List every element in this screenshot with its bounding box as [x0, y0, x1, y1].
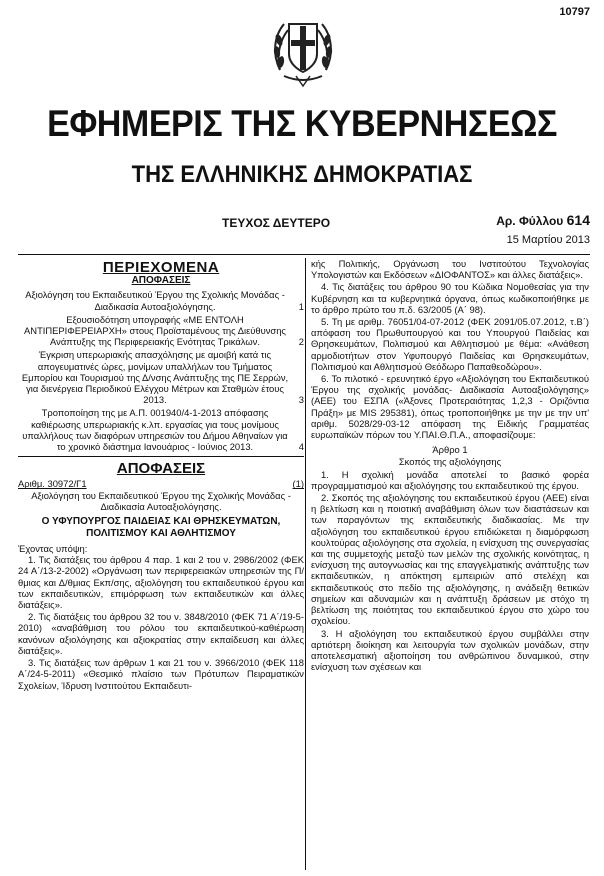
greek-coat-of-arms-icon: [270, 10, 336, 92]
toc-item-page: 3: [298, 394, 304, 406]
minister-heading: Ο ΥΦΥΠΟΥΡΓΟΣ ΠΑΙΔΕΙΑΣ ΚΑΙ ΘΡΗΣΚΕΥΜΑΤΩΝ, ΠΟΛΙΤΙΣΜΟΥ ΚΑΙ ΑΘΛΗΤΙΣΜΟΥ: [41, 516, 281, 540]
page-number: 10797: [559, 6, 590, 18]
issue-date: 15 Μαρτίου 2013: [506, 234, 590, 246]
decision-number: Αριθμ. 30972/Γ1: [18, 478, 87, 490]
paragraph: 1. Τις διατάξεις του άρθρου 4 παρ. 1 και 2 του ν. 2986/2002 (ΦΕΚ 24 Α΄/13-2-2002) «Οργάνωση των περιφερειακών υπηρεσιών της Π/θμιας και Δ/θμιας Εκπ/σης, αξιολόγηση του εκπαιδευτικού έργου και των εκπαιδευτικών, επιμόρφωση των εκπαιδευτικών και άλλες διατάξεις».: [18, 554, 304, 611]
column-divider: [305, 258, 306, 870]
left-column: [18, 259, 304, 692]
article-title: Άρθρο 1: [432, 444, 468, 456]
toc-item-page: 2: [298, 336, 304, 348]
sheet-label: Αρ. Φύλλου: [496, 214, 564, 228]
toc-item[interactable]: [18, 314, 304, 348]
having-regard: Έχοντας υπόψη:: [18, 543, 88, 555]
toc-item-page: 4: [298, 441, 304, 453]
paragraph: 3. Η αξιολόγηση του εκπαιδευτικού έργου συμβάλλει στην αρτιότερη διοίκηση και λειτουργία των σχολικών μονάδων, στην αποτελεσματική αξιοποίηση του ανθρώπινου δυναμικού, στην ενίσχυση των σχέσεων και: [311, 627, 589, 673]
paragraph: 2. Σκοπός της αξιολόγησης του εκπαιδευτικού έργου (ΑΕΕ) είναι η βελτίωση και η ποιοτική αναβάθμιση όλων των διαστάσεων και των παραγόντων της εκπαιδευτικής διαδικασίας. Με την αξιολόγηση του εκπαιδευτικού έργου επιδιώκεται η διαμόρφωση κουλτούρας αξιολόγησης στα σχολεία, η ενίσχυση της συνεργασίας και της συμμετοχής μεταξύ των μελών της σχολικής κοινότητας, η ενίσχυση της αυτογνωσίας και της επαγγελματικής ανάπτυξης των εκπαιδευτικών, η απόκτηση εμπειριών από στελέχη και εκπαιδευτικούς στο πεδίο της αξιολόγησης, η ανάδειξη θετικών σημείων και αδυναμιών και η ανάπτυξη δράσεων με στόχο τη βελτίωση της ποιότητας του εκπαιδευτικού έργου στο χώρο του σχολείου.: [311, 492, 589, 627]
toc-item[interactable]: [18, 407, 304, 452]
paragraph: 5. Τη με αριθμ. 76051/04-07-2012 (ΦΕΚ 2091/05.07.2012, τ.Β΄) απόφαση του Πρωθυπουργού και του Υπουργού Παιδείας και Θρησκευμάτων, Πολιτισμού και Αθλητισμού με θέμα: «Ανάθεση αρμοδιοτήτων στον Υφυπουργό Παιδείας και Θρησκευμάτων, Πολιτισμού και Αθλητισμού Θεόδωρο Παπαθεοδώρου».: [311, 316, 589, 372]
sheet-value: 614: [566, 212, 590, 228]
paragraph: 3. Τις διατάξεις των άρθρων 1 και 21 του ν. 3966/2010 (ΦΕΚ 118 Α΄/24-5-2011) «Θεσμικό πλαίσιο των Πρότυπων Πειραματικών Σχολείων, Ίδρυση Ινστιτούτου Εκπαιδευτι-: [18, 657, 304, 691]
paragraph: 4. Τις διατάξεις του άρθρου 90 του Κώδικα Νομοθεσίας για την Κυβέρνηση και τα κυβερνητικά όργανα, όπως κωδικοποιήθηκε με το άρθρο πρώτο του π.δ. 63/2005 (Α΄ 98).: [311, 281, 589, 315]
toc-item-text: Αξιολόγηση του Εκπαιδευτικού Έργου της Σχολικής Μονάδας - Διαδικασία Αυτοαξιολόγησης.: [25, 289, 285, 312]
sheet-number: [496, 212, 590, 228]
decisions-heading: ΑΠΟΦΑΣΕΙΣ: [116, 460, 206, 478]
toc-item[interactable]: [18, 349, 304, 405]
decision-mark: (1): [292, 478, 304, 490]
section-rule: [18, 456, 304, 457]
toc-item-text: Τροποποίηση της με Α.Π. 001940/4-1-2013 απόφασης καθιέρωσης υπερωριακής κ.λπ. εργασίας για τους μονίμους υπαλλήλους των διαφόρων υπηρεσιών του Δήμου Αθηναίων για το χρονικό διάστημα Ιανουάριος - Ιούνιος 2013.: [22, 407, 288, 453]
header-rule: [18, 254, 590, 255]
toc-item-page: 1: [298, 300, 304, 312]
paragraph: 6. Το πιλοτικό - ερευνητικό έργο «Αξιολόγηση του Εκπαιδευτικού Έργου της σχολικής μονάδας- Διαδικασία Αυτοαξιολόγησης» (ΑΕΕ) του ΕΣΠΑ («Άξονες Προτεραιότητας 1,2,3 - Οριζόντια Πράξη» με MIS 295381), όπως τροποποιήθηκε με την με την υπ' αριθμ. 5028/29-03-12 απόφαση της Ειδικής Γραμματέας ευρωπαϊκών πόρων του Υ.ΠΑΙ.Θ.Π.Α., αποφασίζουμε:: [311, 373, 589, 441]
paragraph: 1. Η σχολική μονάδα αποτελεί το βασικό φορέα προγραμματισμού και αξιολόγησης του εκπαιδευτικού της έργου.: [311, 468, 589, 491]
issue-label: ΤΕΥΧΟΣ ΔΕΥΤΕΡΟ: [222, 216, 331, 230]
decision-number-row: [18, 478, 304, 489]
article-subtitle: Σκοπός της αξιολόγησης: [398, 456, 502, 468]
right-column: [311, 258, 589, 673]
toc-item-text: Εξουσιοδότηση υπογραφής «ΜΕ ΕΝΤΟΛΗ ΑΝΤΙΠΕΡΙΦΕΡΕΙΑΡΧΗ» στους Προϊσταμένους της Διεύθυνσης Ανάπτυξης της Περιφερειακής Ενότητας Τρικάλων.: [24, 313, 286, 348]
toc-heading: ΠΕΡΙΕΧΟΜΕΝΑ: [102, 259, 220, 276]
toc-item[interactable]: [18, 289, 304, 311]
toc-subheading: ΑΠΟΦΑΣΕΙΣ: [131, 275, 191, 287]
decision-title: Αξιολόγηση του Εκπαιδευτικού Έργου της Σχολικής Μονάδας - Διαδικασία Αυτοαξιολόγησης.: [31, 489, 291, 512]
masthead-subtitle: ΤΗΣ ΕΛΛΗΝΙΚΗΣ ΔΗΜΟΚΡΑΤΙΑΣ: [131, 161, 473, 188]
paragraph: κής Πολιτικής, Οργάνωση του Ινστιτούτου Τεχνολογίας Υπολογιστών και Εκδόσεων «ΔΙΟΦΑΝΤΟΣ» και άλλες διατάξεις».: [311, 258, 589, 281]
toc-item-text: Έγκριση υπερωριακής απασχόλησης με αμοιβή κατά τις απογευματινές ώρες, μονίμων υπαλλήλων του Τμήματος Εμπορίου και Τουρισμού της Δ/νσης Ανάπτυξης της ΠΕ Σερρών, για διενέργεια Περιοδικού Ελέγχου Μέτρων και Σταθμών έτους 2013.: [21, 349, 289, 406]
masthead-title: ΕΦΗΜΕΡΙΣ ΤΗΣ ΚΥΒΕΡΝΗΣΕΩΣ: [47, 103, 557, 144]
paragraph: 2. Τις διατάξεις του άρθρου 32 του ν. 3848/2010 (ΦΕΚ 71 Α΄/19-5-2010) «αναβάθμιση του ρόλου του εκπαιδευτικού-καθιέρωση κανόνων αξιολόγησης και αξιοκρατίας στην εκπαίδευση και άλλες διατάξεις».: [18, 611, 304, 656]
